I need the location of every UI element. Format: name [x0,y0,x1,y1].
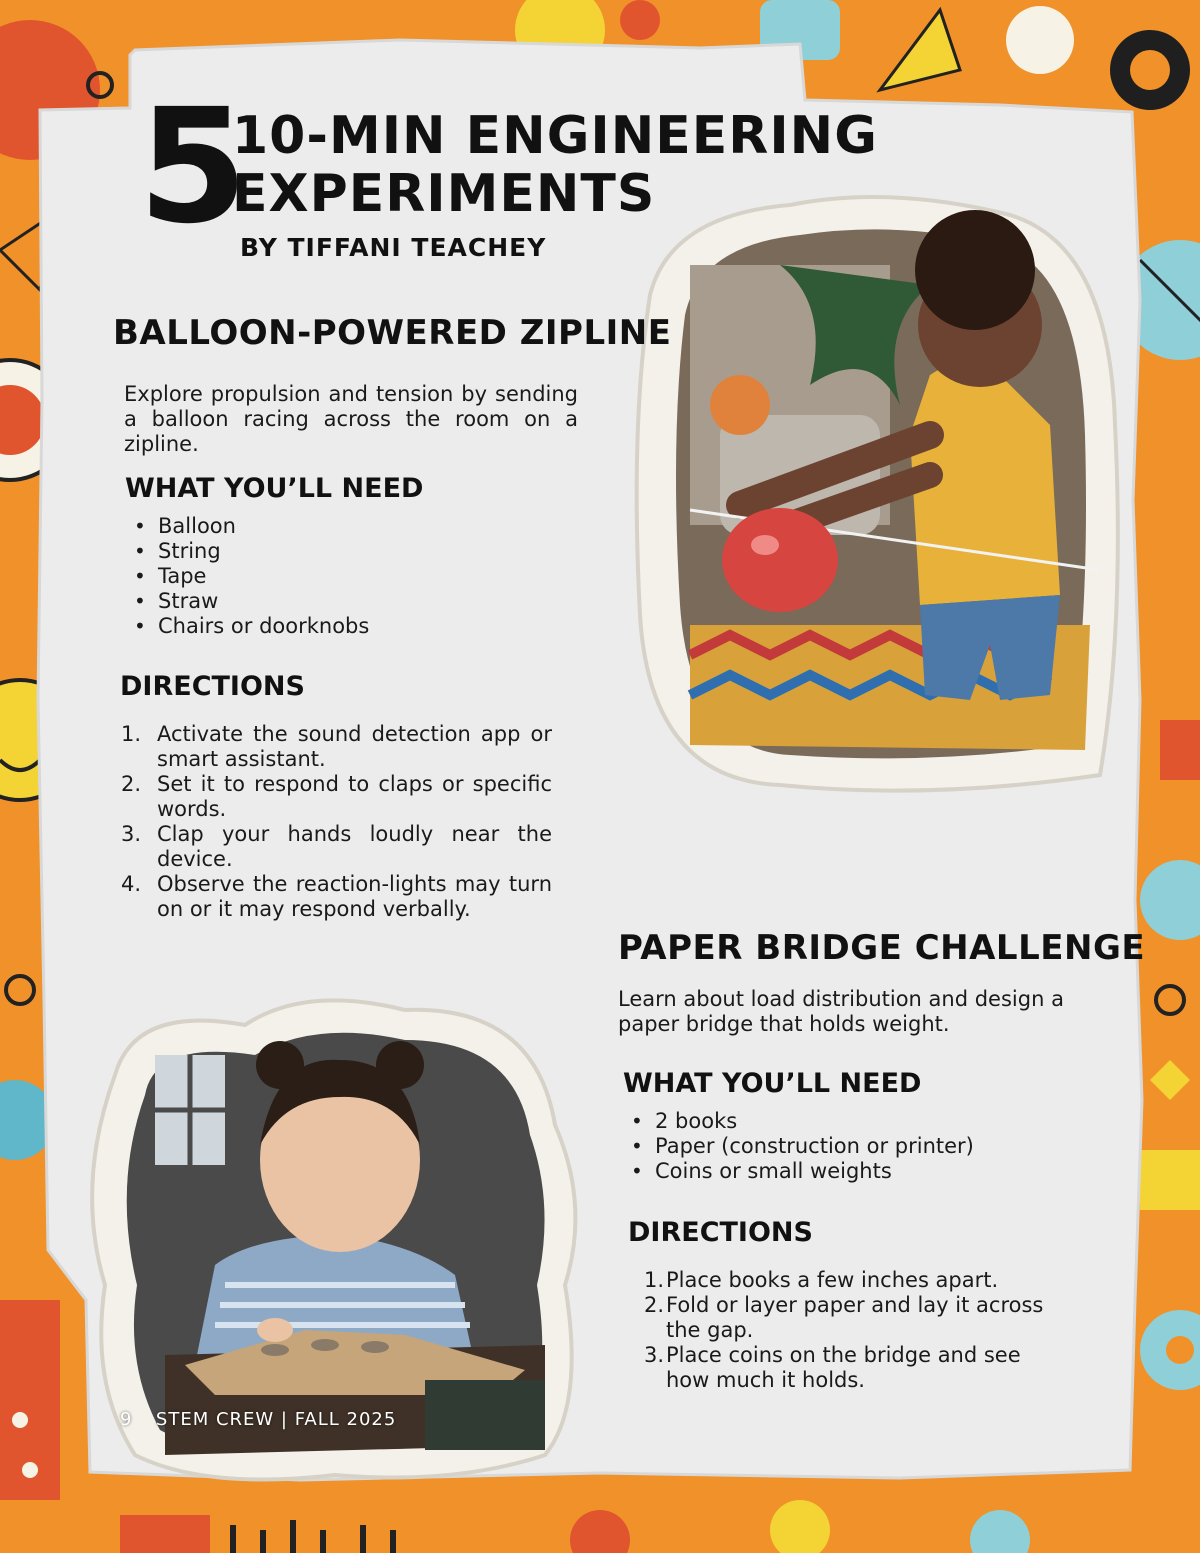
list-item: 1. Place books a few inches apart. [643,1268,999,1292]
section1-directions-list [121,722,552,922]
section1-directions-heading: DIRECTIONS [120,671,305,702]
list-item: 2. Set it to respond to claps or specific words. [121,772,552,821]
list-item: • 2 books [655,1109,1075,1134]
list-item: • String [158,539,558,564]
section1-title: BALLOON-POWERED ZIPLINE [113,313,672,353]
section2-title: PAPER BRIDGE CHALLENGE [618,928,1146,968]
photo-child-balloon [630,175,1130,805]
list-item: • Tape [158,564,558,589]
footer [120,1409,396,1430]
list-item: • Chairs or doorknobs [158,614,558,639]
list-item: • Paper (construction or printer) [655,1134,1075,1159]
list-item: 3. Place coins on the bridge and see how much it holds. [643,1343,1021,1392]
section2-needs-list [621,1109,1075,1184]
list-item: • Coins or small weights [655,1159,1075,1184]
list-item: 3. Clap your hands loudly near the device. [121,822,552,871]
section2-needs-heading: WHAT YOU’LL NEED [623,1068,922,1099]
list-item: 2. Fold or layer paper and lay it across the gap. [643,1293,1044,1342]
section2-directions-heading: DIRECTIONS [628,1217,813,1248]
header-title-line2: EXPERIMENTS [232,164,656,224]
header-byline: BY TIFFANI TEACHEY [240,233,547,262]
list-item: • Straw [158,589,558,614]
section2-directions-list [630,1268,1060,1393]
section2-intro: Learn about load distribution and design a paper bridge that holds weight. [618,987,1064,1036]
header-title-line1: 10-MIN ENGINEERING [232,106,878,166]
section1-needs-list [124,514,558,639]
list-item: 4. Observe the reaction-lights may turn on or it may respond verbally. [121,872,552,921]
list-item: 1. Activate the sound detection app or smart assistant. [121,722,552,771]
page-number: 9 [120,1409,133,1430]
list-item: • Balloon [158,514,558,539]
header-number: 5 [138,75,244,259]
section1-needs-heading: WHAT YOU’LL NEED [125,473,424,504]
publication-name: STEM CREW | FALL 2025 [155,1409,397,1430]
section1-intro: Explore propulsion and tension by sending a balloon racing across the room on a zipline. [124,382,578,456]
